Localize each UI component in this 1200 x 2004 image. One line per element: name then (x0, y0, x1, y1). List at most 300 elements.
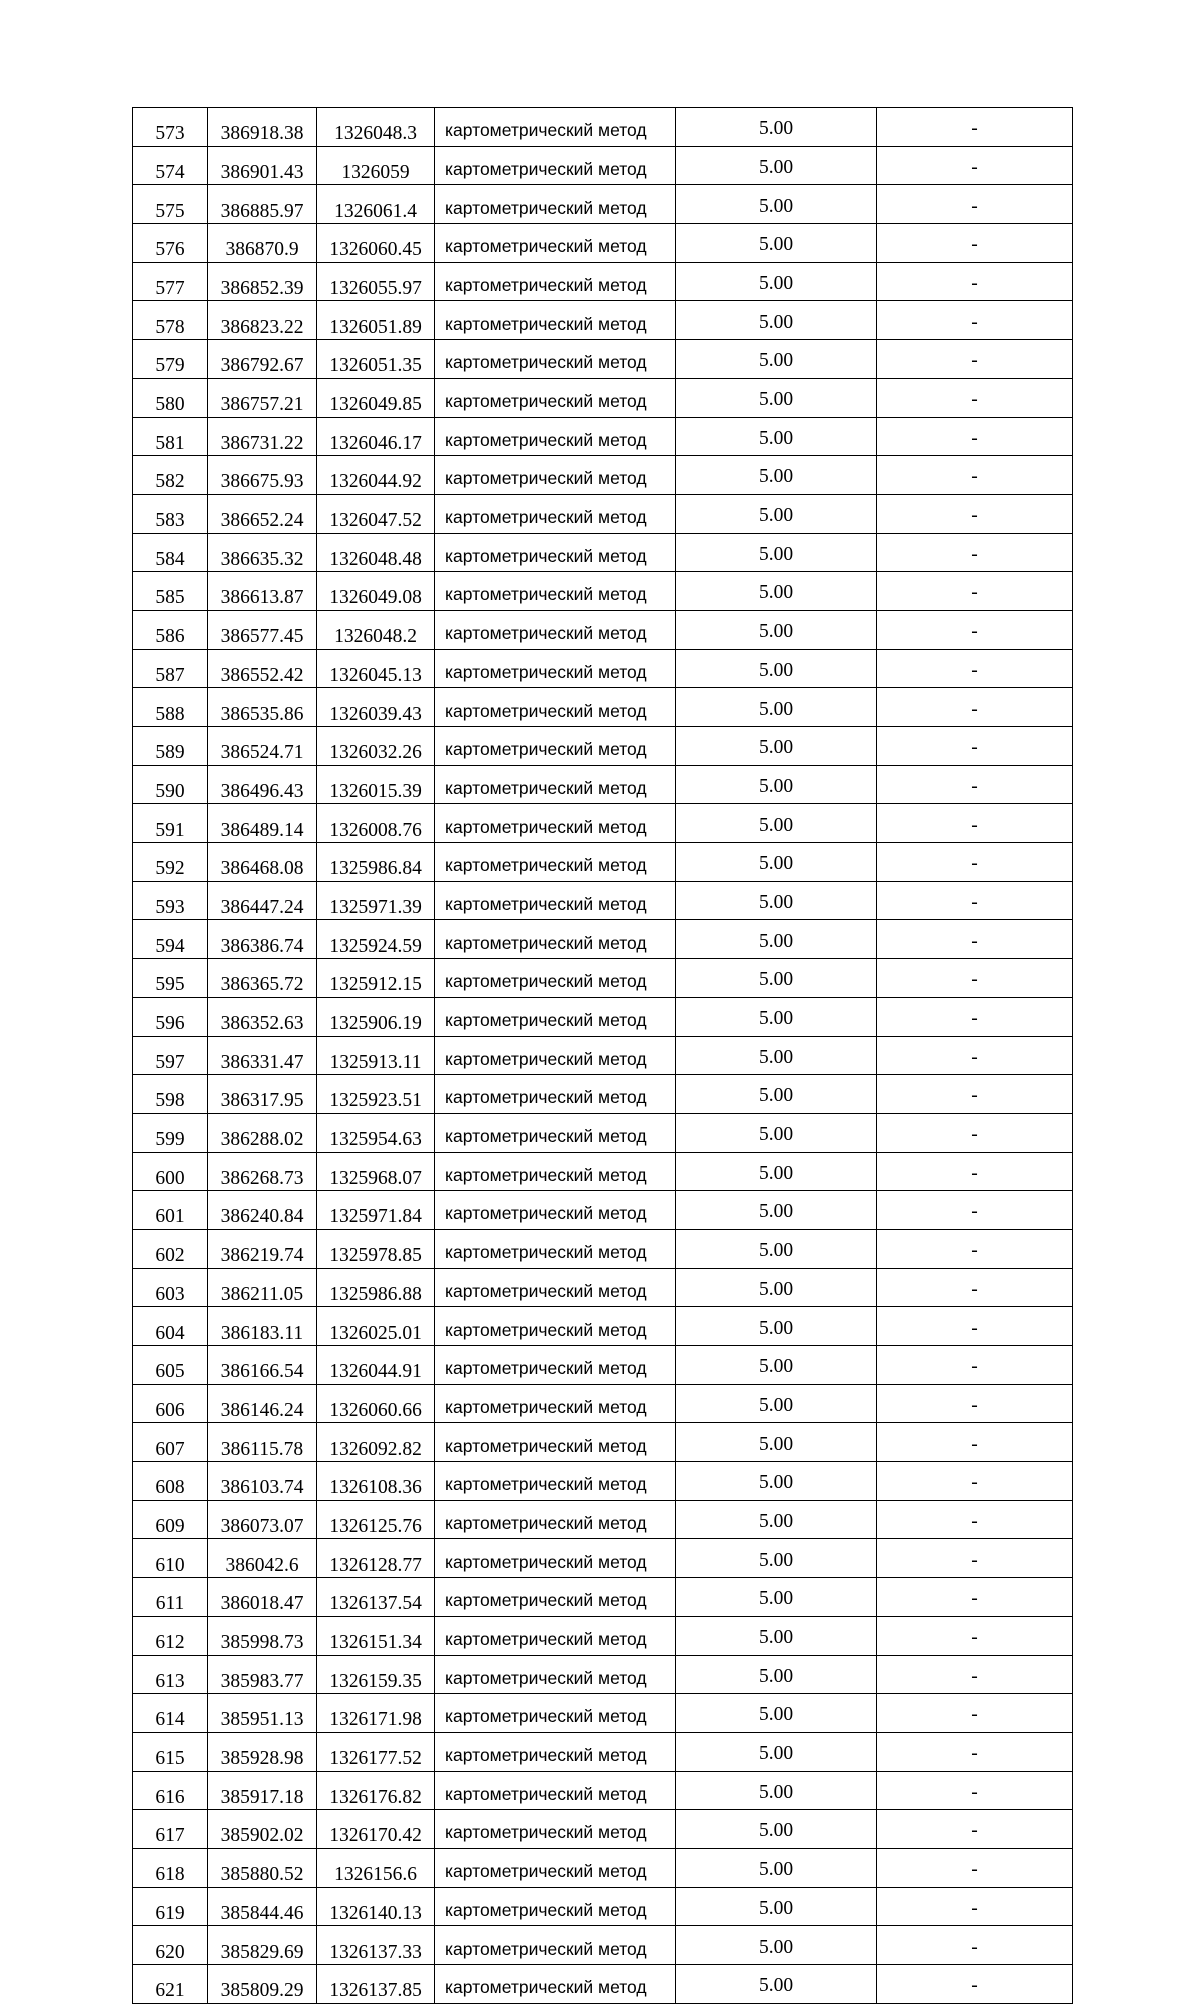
x-coordinate-cell: 386731.22 (208, 417, 317, 456)
method-cell: картометрический метод (435, 765, 676, 804)
method-cell: картометрический метод (435, 1113, 676, 1152)
y-coordinate-cell: 1326170.42 (317, 1810, 435, 1849)
x-coordinate-cell: 385951.13 (208, 1694, 317, 1733)
accuracy-cell: 5.00 (676, 1732, 877, 1771)
note-cell: - (877, 843, 1073, 882)
method-cell: картометрический метод (435, 108, 676, 147)
x-coordinate-cell: 385880.52 (208, 1848, 317, 1887)
method-cell: картометрический метод (435, 1539, 676, 1578)
note-cell: - (877, 1655, 1073, 1694)
note-cell: - (877, 1848, 1073, 1887)
x-coordinate-cell: 386042.6 (208, 1539, 317, 1578)
table-row (133, 1771, 1073, 1810)
y-coordinate-cell: 1326125.76 (317, 1500, 435, 1539)
accuracy-cell: 5.00 (676, 1384, 877, 1423)
y-coordinate-cell: 1326176.82 (317, 1771, 435, 1810)
method-cell: картометрический метод (435, 1500, 676, 1539)
y-coordinate-cell: 1325912.15 (317, 959, 435, 998)
method-cell: картометрический метод (435, 1965, 676, 2004)
x-coordinate-cell: 385998.73 (208, 1616, 317, 1655)
note-cell: - (877, 1616, 1073, 1655)
method-cell: картометрический метод (435, 1346, 676, 1385)
table-row (133, 1229, 1073, 1268)
note-cell: - (877, 378, 1073, 417)
method-cell: картометрический метод (435, 1616, 676, 1655)
method-cell: картометрический метод (435, 185, 676, 224)
y-coordinate-cell: 1326140.13 (317, 1887, 435, 1926)
table-row (133, 997, 1073, 1036)
y-coordinate-cell: 1326060.66 (317, 1384, 435, 1423)
point-number-cell: 588 (133, 688, 208, 727)
x-coordinate-cell: 386496.43 (208, 765, 317, 804)
point-number-cell: 585 (133, 572, 208, 611)
point-number-cell: 591 (133, 804, 208, 843)
point-number-cell: 610 (133, 1539, 208, 1578)
method-cell: картометрический метод (435, 610, 676, 649)
method-cell: картометрический метод (435, 146, 676, 185)
note-cell: - (877, 1152, 1073, 1191)
method-cell: картометрический метод (435, 1268, 676, 1307)
table-row (133, 727, 1073, 766)
point-number-cell: 575 (133, 185, 208, 224)
note-cell: - (877, 1694, 1073, 1733)
note-cell: - (877, 1732, 1073, 1771)
y-coordinate-cell: 1325971.39 (317, 881, 435, 920)
accuracy-cell: 5.00 (676, 1965, 877, 2004)
y-coordinate-cell: 1325954.63 (317, 1113, 435, 1152)
table-row (133, 959, 1073, 998)
note-cell: - (877, 1810, 1073, 1849)
x-coordinate-cell: 386552.42 (208, 649, 317, 688)
table-row (133, 146, 1073, 185)
y-coordinate-cell: 1326048.48 (317, 533, 435, 572)
y-coordinate-cell: 1326159.35 (317, 1655, 435, 1694)
method-cell: картометрический метод (435, 572, 676, 611)
x-coordinate-cell: 386577.45 (208, 610, 317, 649)
note-cell: - (877, 1771, 1073, 1810)
point-number-cell: 576 (133, 224, 208, 263)
note-cell: - (877, 494, 1073, 533)
accuracy-cell: 5.00 (676, 1268, 877, 1307)
method-cell: картометрический метод (435, 1075, 676, 1114)
x-coordinate-cell: 386240.84 (208, 1191, 317, 1230)
table-row (133, 494, 1073, 533)
y-coordinate-cell: 1326045.13 (317, 649, 435, 688)
accuracy-cell: 5.00 (676, 1539, 877, 1578)
note-cell: - (877, 572, 1073, 611)
table-row (133, 340, 1073, 379)
note-cell: - (877, 1539, 1073, 1578)
note-cell: - (877, 533, 1073, 572)
point-number-cell: 619 (133, 1887, 208, 1926)
point-number-cell: 597 (133, 1036, 208, 1075)
note-cell: - (877, 340, 1073, 379)
note-cell: - (877, 262, 1073, 301)
point-number-cell: 601 (133, 1191, 208, 1230)
point-number-cell: 607 (133, 1423, 208, 1462)
y-coordinate-cell: 1326049.85 (317, 378, 435, 417)
accuracy-cell: 5.00 (676, 1926, 877, 1965)
method-cell: картометрический метод (435, 456, 676, 495)
x-coordinate-cell: 386317.95 (208, 1075, 317, 1114)
note-cell: - (877, 959, 1073, 998)
note-cell: - (877, 1887, 1073, 1926)
table-row (133, 533, 1073, 572)
table-row (133, 1075, 1073, 1114)
accuracy-cell: 5.00 (676, 301, 877, 340)
accuracy-cell: 5.00 (676, 1810, 877, 1849)
method-cell: картометрический метод (435, 1694, 676, 1733)
y-coordinate-cell: 1326137.54 (317, 1578, 435, 1617)
accuracy-cell: 5.00 (676, 1694, 877, 1733)
accuracy-cell: 5.00 (676, 1191, 877, 1230)
note-cell: - (877, 1578, 1073, 1617)
x-coordinate-cell: 386901.43 (208, 146, 317, 185)
point-number-cell: 578 (133, 301, 208, 340)
point-number-cell: 582 (133, 456, 208, 495)
y-coordinate-cell: 1325968.07 (317, 1152, 435, 1191)
x-coordinate-cell: 386219.74 (208, 1229, 317, 1268)
coordinates-table-body (133, 108, 1073, 2004)
point-number-cell: 587 (133, 649, 208, 688)
point-number-cell: 593 (133, 881, 208, 920)
y-coordinate-cell: 1326025.01 (317, 1307, 435, 1346)
table-row (133, 1732, 1073, 1771)
table-row (133, 456, 1073, 495)
y-coordinate-cell: 1326032.26 (317, 727, 435, 766)
y-coordinate-cell: 1326151.34 (317, 1616, 435, 1655)
y-coordinate-cell: 1326048.3 (317, 108, 435, 147)
y-coordinate-cell: 1326137.33 (317, 1926, 435, 1965)
point-number-cell: 589 (133, 727, 208, 766)
y-coordinate-cell: 1326051.35 (317, 340, 435, 379)
y-coordinate-cell: 1326060.45 (317, 224, 435, 263)
x-coordinate-cell: 386852.39 (208, 262, 317, 301)
y-coordinate-cell: 1326055.97 (317, 262, 435, 301)
table-row (133, 1036, 1073, 1075)
table-row (133, 1965, 1073, 2004)
x-coordinate-cell: 386268.73 (208, 1152, 317, 1191)
method-cell: картометрический метод (435, 1036, 676, 1075)
x-coordinate-cell: 385928.98 (208, 1732, 317, 1771)
accuracy-cell: 5.00 (676, 765, 877, 804)
table-row (133, 1887, 1073, 1926)
table-row (133, 1655, 1073, 1694)
table-row (133, 185, 1073, 224)
table-row (133, 1268, 1073, 1307)
accuracy-cell: 5.00 (676, 610, 877, 649)
table-row (133, 1578, 1073, 1617)
y-coordinate-cell: 1326044.91 (317, 1346, 435, 1385)
table-row (133, 1848, 1073, 1887)
note-cell: - (877, 1036, 1073, 1075)
method-cell: картометрический метод (435, 1578, 676, 1617)
y-coordinate-cell: 1325906.19 (317, 997, 435, 1036)
note-cell: - (877, 1229, 1073, 1268)
note-cell: - (877, 765, 1073, 804)
note-cell: - (877, 920, 1073, 959)
accuracy-cell: 5.00 (676, 456, 877, 495)
method-cell: картометрический метод (435, 1191, 676, 1230)
method-cell: картометрический метод (435, 804, 676, 843)
table-row (133, 301, 1073, 340)
accuracy-cell: 5.00 (676, 649, 877, 688)
method-cell: картометрический метод (435, 494, 676, 533)
x-coordinate-cell: 386018.47 (208, 1578, 317, 1617)
y-coordinate-cell: 1326059 (317, 146, 435, 185)
note-cell: - (877, 224, 1073, 263)
method-cell: картометрический метод (435, 1732, 676, 1771)
note-cell: - (877, 1307, 1073, 1346)
accuracy-cell: 5.00 (676, 997, 877, 1036)
x-coordinate-cell: 386447.24 (208, 881, 317, 920)
table-row (133, 920, 1073, 959)
note-cell: - (877, 1191, 1073, 1230)
note-cell: - (877, 301, 1073, 340)
x-coordinate-cell: 386918.38 (208, 108, 317, 147)
method-cell: картометрический метод (435, 997, 676, 1036)
x-coordinate-cell: 386535.86 (208, 688, 317, 727)
accuracy-cell: 5.00 (676, 1771, 877, 1810)
accuracy-cell: 5.00 (676, 1075, 877, 1114)
x-coordinate-cell: 385844.46 (208, 1887, 317, 1926)
accuracy-cell: 5.00 (676, 1578, 877, 1617)
point-number-cell: 616 (133, 1771, 208, 1810)
point-number-cell: 579 (133, 340, 208, 379)
note-cell: - (877, 1423, 1073, 1462)
method-cell: картометрический метод (435, 301, 676, 340)
method-cell: картометрический метод (435, 881, 676, 920)
y-coordinate-cell: 1326046.17 (317, 417, 435, 456)
note-cell: - (877, 456, 1073, 495)
table-row (133, 649, 1073, 688)
table-row (133, 1423, 1073, 1462)
y-coordinate-cell: 1326137.85 (317, 1965, 435, 2004)
point-number-cell: 621 (133, 1965, 208, 2004)
method-cell: картометрический метод (435, 1423, 676, 1462)
table-row (133, 1500, 1073, 1539)
y-coordinate-cell: 1326044.92 (317, 456, 435, 495)
x-coordinate-cell: 386613.87 (208, 572, 317, 611)
note-cell: - (877, 417, 1073, 456)
point-number-cell: 583 (133, 494, 208, 533)
y-coordinate-cell: 1326049.08 (317, 572, 435, 611)
note-cell: - (877, 1926, 1073, 1965)
method-cell: картометрический метод (435, 688, 676, 727)
y-coordinate-cell: 1326039.43 (317, 688, 435, 727)
accuracy-cell: 5.00 (676, 881, 877, 920)
accuracy-cell: 5.00 (676, 108, 877, 147)
accuracy-cell: 5.00 (676, 1113, 877, 1152)
point-number-cell: 617 (133, 1810, 208, 1849)
point-number-cell: 613 (133, 1655, 208, 1694)
method-cell: картометрический метод (435, 533, 676, 572)
accuracy-cell: 5.00 (676, 417, 877, 456)
note-cell: - (877, 1113, 1073, 1152)
y-coordinate-cell: 1325986.84 (317, 843, 435, 882)
table-row (133, 843, 1073, 882)
method-cell: картометрический метод (435, 224, 676, 263)
x-coordinate-cell: 386468.08 (208, 843, 317, 882)
accuracy-cell: 5.00 (676, 1616, 877, 1655)
table-row (133, 688, 1073, 727)
accuracy-cell: 5.00 (676, 1462, 877, 1501)
point-number-cell: 586 (133, 610, 208, 649)
point-number-cell: 614 (133, 1694, 208, 1733)
note-cell: - (877, 1384, 1073, 1423)
accuracy-cell: 5.00 (676, 378, 877, 417)
y-coordinate-cell: 1325986.88 (317, 1268, 435, 1307)
x-coordinate-cell: 386823.22 (208, 301, 317, 340)
point-number-cell: 573 (133, 108, 208, 147)
point-number-cell: 612 (133, 1616, 208, 1655)
point-number-cell: 603 (133, 1268, 208, 1307)
table-row (133, 1346, 1073, 1385)
accuracy-cell: 5.00 (676, 494, 877, 533)
table-row (133, 1307, 1073, 1346)
coordinates-table (132, 107, 1073, 2004)
method-cell: картометрический метод (435, 340, 676, 379)
table-row (133, 610, 1073, 649)
method-cell: картометрический метод (435, 1848, 676, 1887)
point-number-cell: 581 (133, 417, 208, 456)
y-coordinate-cell: 1326061.4 (317, 185, 435, 224)
y-coordinate-cell: 1325913.11 (317, 1036, 435, 1075)
table-row (133, 224, 1073, 263)
table-row (133, 262, 1073, 301)
note-cell: - (877, 1075, 1073, 1114)
accuracy-cell: 5.00 (676, 572, 877, 611)
accuracy-cell: 5.00 (676, 262, 877, 301)
note-cell: - (877, 804, 1073, 843)
accuracy-cell: 5.00 (676, 1887, 877, 1926)
point-number-cell: 609 (133, 1500, 208, 1539)
table-row (133, 108, 1073, 147)
x-coordinate-cell: 385902.02 (208, 1810, 317, 1849)
accuracy-cell: 5.00 (676, 804, 877, 843)
method-cell: картометрический метод (435, 378, 676, 417)
y-coordinate-cell: 1326156.6 (317, 1848, 435, 1887)
x-coordinate-cell: 385829.69 (208, 1926, 317, 1965)
accuracy-cell: 5.00 (676, 185, 877, 224)
x-coordinate-cell: 386675.93 (208, 456, 317, 495)
x-coordinate-cell: 386757.21 (208, 378, 317, 417)
table-row (133, 1113, 1073, 1152)
x-coordinate-cell: 386652.24 (208, 494, 317, 533)
table-row (133, 378, 1073, 417)
note-cell: - (877, 185, 1073, 224)
accuracy-cell: 5.00 (676, 1423, 877, 1462)
point-number-cell: 574 (133, 146, 208, 185)
method-cell: картометрический метод (435, 920, 676, 959)
y-coordinate-cell: 1325971.84 (317, 1191, 435, 1230)
x-coordinate-cell: 386870.9 (208, 224, 317, 263)
method-cell: картометрический метод (435, 1152, 676, 1191)
point-number-cell: 604 (133, 1307, 208, 1346)
method-cell: картометрический метод (435, 1384, 676, 1423)
note-cell: - (877, 881, 1073, 920)
x-coordinate-cell: 386792.67 (208, 340, 317, 379)
method-cell: картометрический метод (435, 1462, 676, 1501)
point-number-cell: 602 (133, 1229, 208, 1268)
table-row (133, 1694, 1073, 1733)
x-coordinate-cell: 386288.02 (208, 1113, 317, 1152)
table-row (133, 804, 1073, 843)
accuracy-cell: 5.00 (676, 146, 877, 185)
point-number-cell: 608 (133, 1462, 208, 1501)
x-coordinate-cell: 386885.97 (208, 185, 317, 224)
accuracy-cell: 5.00 (676, 1036, 877, 1075)
method-cell: картометрический метод (435, 1229, 676, 1268)
table-row (133, 417, 1073, 456)
note-cell: - (877, 1500, 1073, 1539)
accuracy-cell: 5.00 (676, 1346, 877, 1385)
point-number-cell: 615 (133, 1732, 208, 1771)
x-coordinate-cell: 386331.47 (208, 1036, 317, 1075)
accuracy-cell: 5.00 (676, 959, 877, 998)
note-cell: - (877, 997, 1073, 1036)
y-coordinate-cell: 1326171.98 (317, 1694, 435, 1733)
table-row (133, 1539, 1073, 1578)
accuracy-cell: 5.00 (676, 1307, 877, 1346)
method-cell: картометрический метод (435, 727, 676, 766)
table-row (133, 1384, 1073, 1423)
accuracy-cell: 5.00 (676, 1229, 877, 1268)
x-coordinate-cell: 386365.72 (208, 959, 317, 998)
method-cell: картометрический метод (435, 1810, 676, 1849)
method-cell: картометрический метод (435, 1307, 676, 1346)
point-number-cell: 598 (133, 1075, 208, 1114)
method-cell: картометрический метод (435, 649, 676, 688)
accuracy-cell: 5.00 (676, 843, 877, 882)
table-row (133, 1152, 1073, 1191)
method-cell: картометрический метод (435, 262, 676, 301)
y-coordinate-cell: 1326108.36 (317, 1462, 435, 1501)
point-number-cell: 580 (133, 378, 208, 417)
y-coordinate-cell: 1325978.85 (317, 1229, 435, 1268)
x-coordinate-cell: 386183.11 (208, 1307, 317, 1346)
y-coordinate-cell: 1325923.51 (317, 1075, 435, 1114)
x-coordinate-cell: 386115.78 (208, 1423, 317, 1462)
y-coordinate-cell: 1326008.76 (317, 804, 435, 843)
accuracy-cell: 5.00 (676, 533, 877, 572)
note-cell: - (877, 649, 1073, 688)
method-cell: картометрический метод (435, 1655, 676, 1694)
x-coordinate-cell: 386489.14 (208, 804, 317, 843)
table-row (133, 1926, 1073, 1965)
note-cell: - (877, 1462, 1073, 1501)
x-coordinate-cell: 385809.29 (208, 1965, 317, 2004)
accuracy-cell: 5.00 (676, 920, 877, 959)
point-number-cell: 577 (133, 262, 208, 301)
x-coordinate-cell: 386166.54 (208, 1346, 317, 1385)
point-number-cell: 606 (133, 1384, 208, 1423)
point-number-cell: 584 (133, 533, 208, 572)
accuracy-cell: 5.00 (676, 1152, 877, 1191)
accuracy-cell: 5.00 (676, 727, 877, 766)
point-number-cell: 605 (133, 1346, 208, 1385)
note-cell: - (877, 1268, 1073, 1307)
point-number-cell: 599 (133, 1113, 208, 1152)
table-row (133, 765, 1073, 804)
y-coordinate-cell: 1326092.82 (317, 1423, 435, 1462)
x-coordinate-cell: 386211.05 (208, 1268, 317, 1307)
point-number-cell: 618 (133, 1848, 208, 1887)
point-number-cell: 611 (133, 1578, 208, 1617)
y-coordinate-cell: 1326048.2 (317, 610, 435, 649)
table-row (133, 1616, 1073, 1655)
table-row (133, 1462, 1073, 1501)
